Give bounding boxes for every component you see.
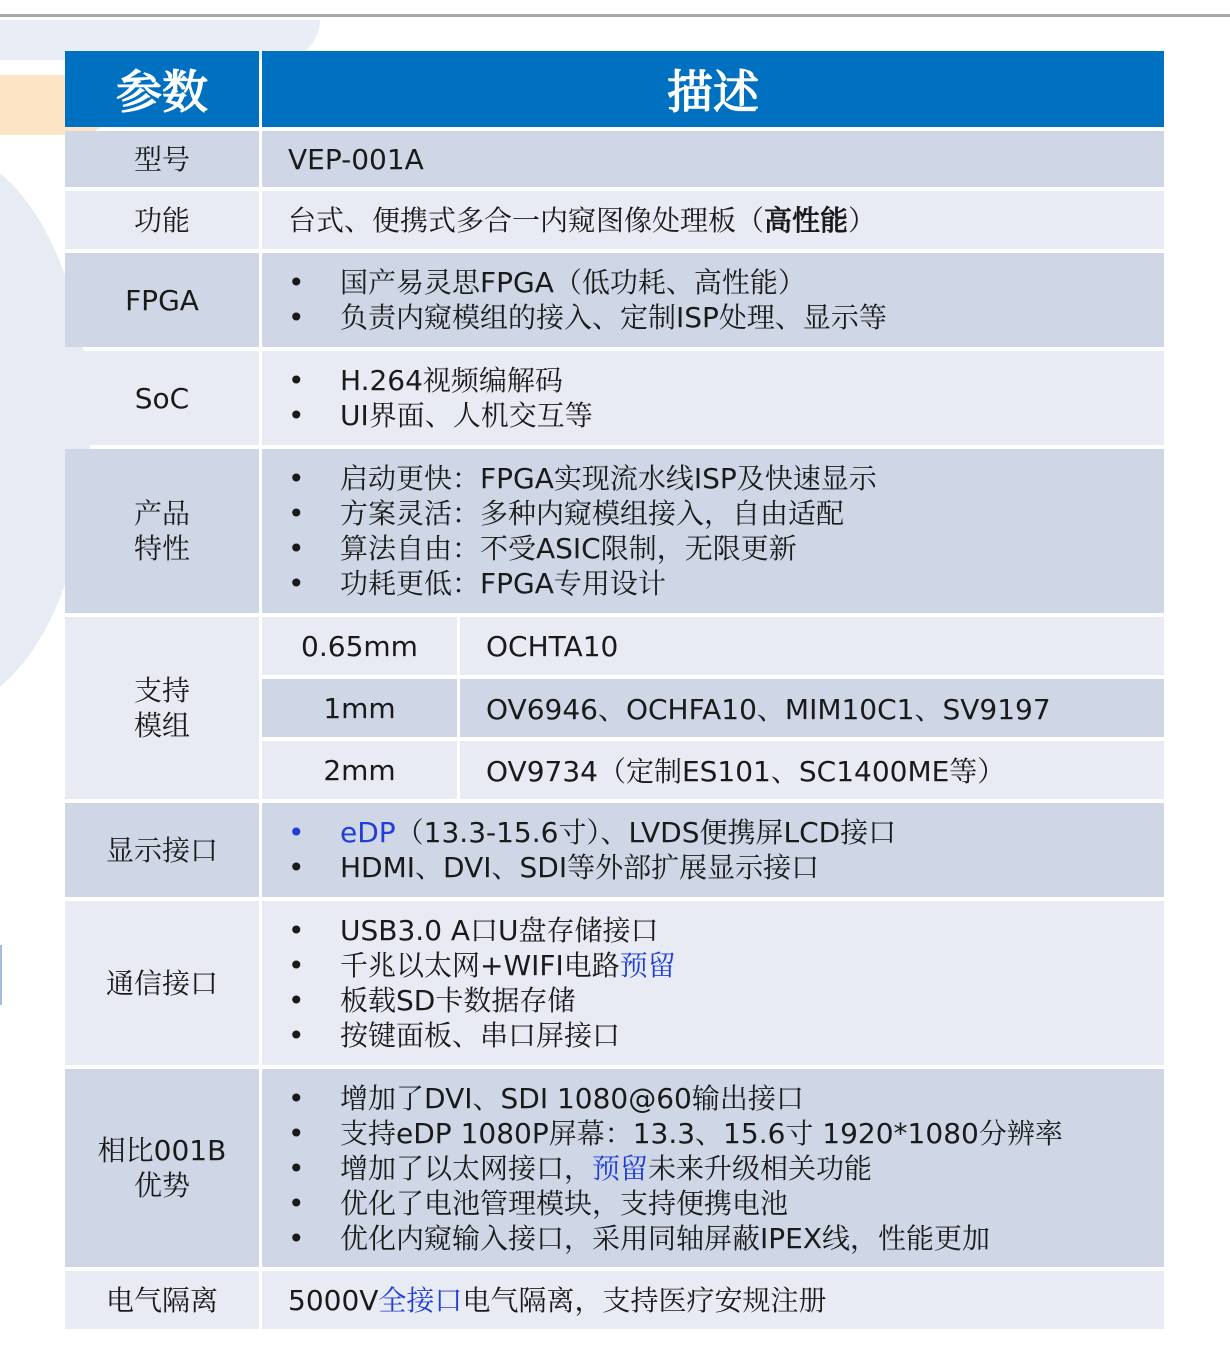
item-text: 电气隔离，支持医疗安规注册 [462,1283,827,1317]
table-row [65,351,1164,445]
highlight-text: 预留 [619,949,676,982]
item-text: 增加了以太网接口， [340,1151,593,1185]
list-item: • H.264视频编解码 [288,363,1164,398]
list-item: • 按键面板、串口屏接口 [288,1018,1164,1053]
label-line: 特性 [133,532,190,565]
item-text: 千兆以太网+WIFI电路 [340,949,620,982]
header-param: 参数 [65,51,259,127]
label-line: 支持 [133,674,190,707]
table-row [65,617,1164,675]
module-size: 1mm [262,679,457,737]
function-text: 台式、便携式多合一内窥图像处理板（ [288,203,765,237]
table-row [65,1069,1164,1267]
module-models: OV9734（定制ES101、SC1400ME等） [460,741,1164,799]
list-item [288,948,1164,983]
list-item: • UI界面、人机交互等 [288,398,1164,433]
highlight-text: 预留 [592,1151,649,1185]
row-label [65,1069,259,1267]
label-line: 产品 [133,497,190,530]
list-item: • 启动更快：FPGA实现流水线ISP及快速显示 [288,461,1164,496]
list-item: • 功耗更低：FPGA专用设计 [288,566,1164,601]
list-item: • 方案灵活：多种内窥模组接入，自由适配 [288,496,1164,531]
top-divider [0,14,1230,17]
list-item: • 算法自由：不受ASIC限制，无限更新 [288,531,1164,566]
list-item [288,815,1164,850]
table-row [65,1271,1164,1329]
row-label: 电气隔离 [65,1271,259,1329]
row-label [65,449,259,613]
list-item: • 优化内窥输入接口，采用同轴屏蔽IPEX线，性能更加 [288,1221,1164,1256]
list-item: • 负责内窥模组的接入、定制ISP处理、显示等 [288,300,1164,335]
row-label [65,617,259,799]
model-value: VEP-001A [262,131,1164,187]
soc-list [262,351,1164,445]
list-item: • 支持eDP 1080P屏幕：13.3、15.6寸 1920*1080分辨率 [288,1116,1164,1151]
list-item: • 优化了电池管理模块，支持便携电池 [288,1186,1164,1221]
isolation-value [262,1271,1164,1329]
item-text: 5000V [288,1283,379,1317]
list-item: • 板载SD卡数据存储 [288,983,1164,1018]
function-value [262,191,1164,249]
table-row [65,901,1164,1065]
list-item: • 国产易灵思FPGA（低功耗、高性能） [288,265,1164,300]
fpga-list [262,253,1164,347]
module-models: OV6946、OCHFA10、MIM10C1、SV9197 [460,679,1164,737]
spec-table [62,47,1167,1333]
display-list [262,803,1164,897]
label-line: 模组 [133,709,190,742]
row-label: 型号 [65,131,259,187]
table-row [65,253,1164,347]
item-text: （13.3-15.6寸）、LVDS便携屏LCD接口 [395,816,897,849]
table-row [65,449,1164,613]
table-row [65,803,1164,897]
row-label: FPGA [65,253,259,347]
row-label: 显示接口 [65,803,259,897]
function-end: ） [848,203,877,237]
side-mark [0,945,8,1005]
header-desc: 描述 [262,51,1164,127]
module-size: 0.65mm [262,617,457,675]
comm-list [262,901,1164,1065]
list-item [288,1151,1164,1186]
highlight-text: 全接口 [378,1283,463,1317]
table-header [65,51,1164,127]
table-row [65,191,1164,249]
row-label: 通信接口 [65,901,259,1065]
module-models: OCHTA10 [460,617,1164,675]
highlight-text: eDP [340,816,396,849]
list-item: • 增加了DVI、SDI 1080@60输出接口 [288,1081,1164,1116]
label-line: 相比001B [97,1134,227,1167]
row-label: 功能 [65,191,259,249]
item-text: 未来升级相关功能 [648,1151,873,1185]
module-size: 2mm [262,741,457,799]
features-list [262,449,1164,613]
list-item: • USB3.0 A口U盘存储接口 [288,913,1164,948]
label-line: 优势 [133,1169,190,1202]
advantage-list [262,1069,1164,1267]
function-bold: 高性能 [764,203,849,237]
table-row [65,131,1164,187]
row-label: SoC [65,351,259,445]
list-item: • HDMI、DVI、SDI等外部扩展显示接口 [288,850,1164,885]
